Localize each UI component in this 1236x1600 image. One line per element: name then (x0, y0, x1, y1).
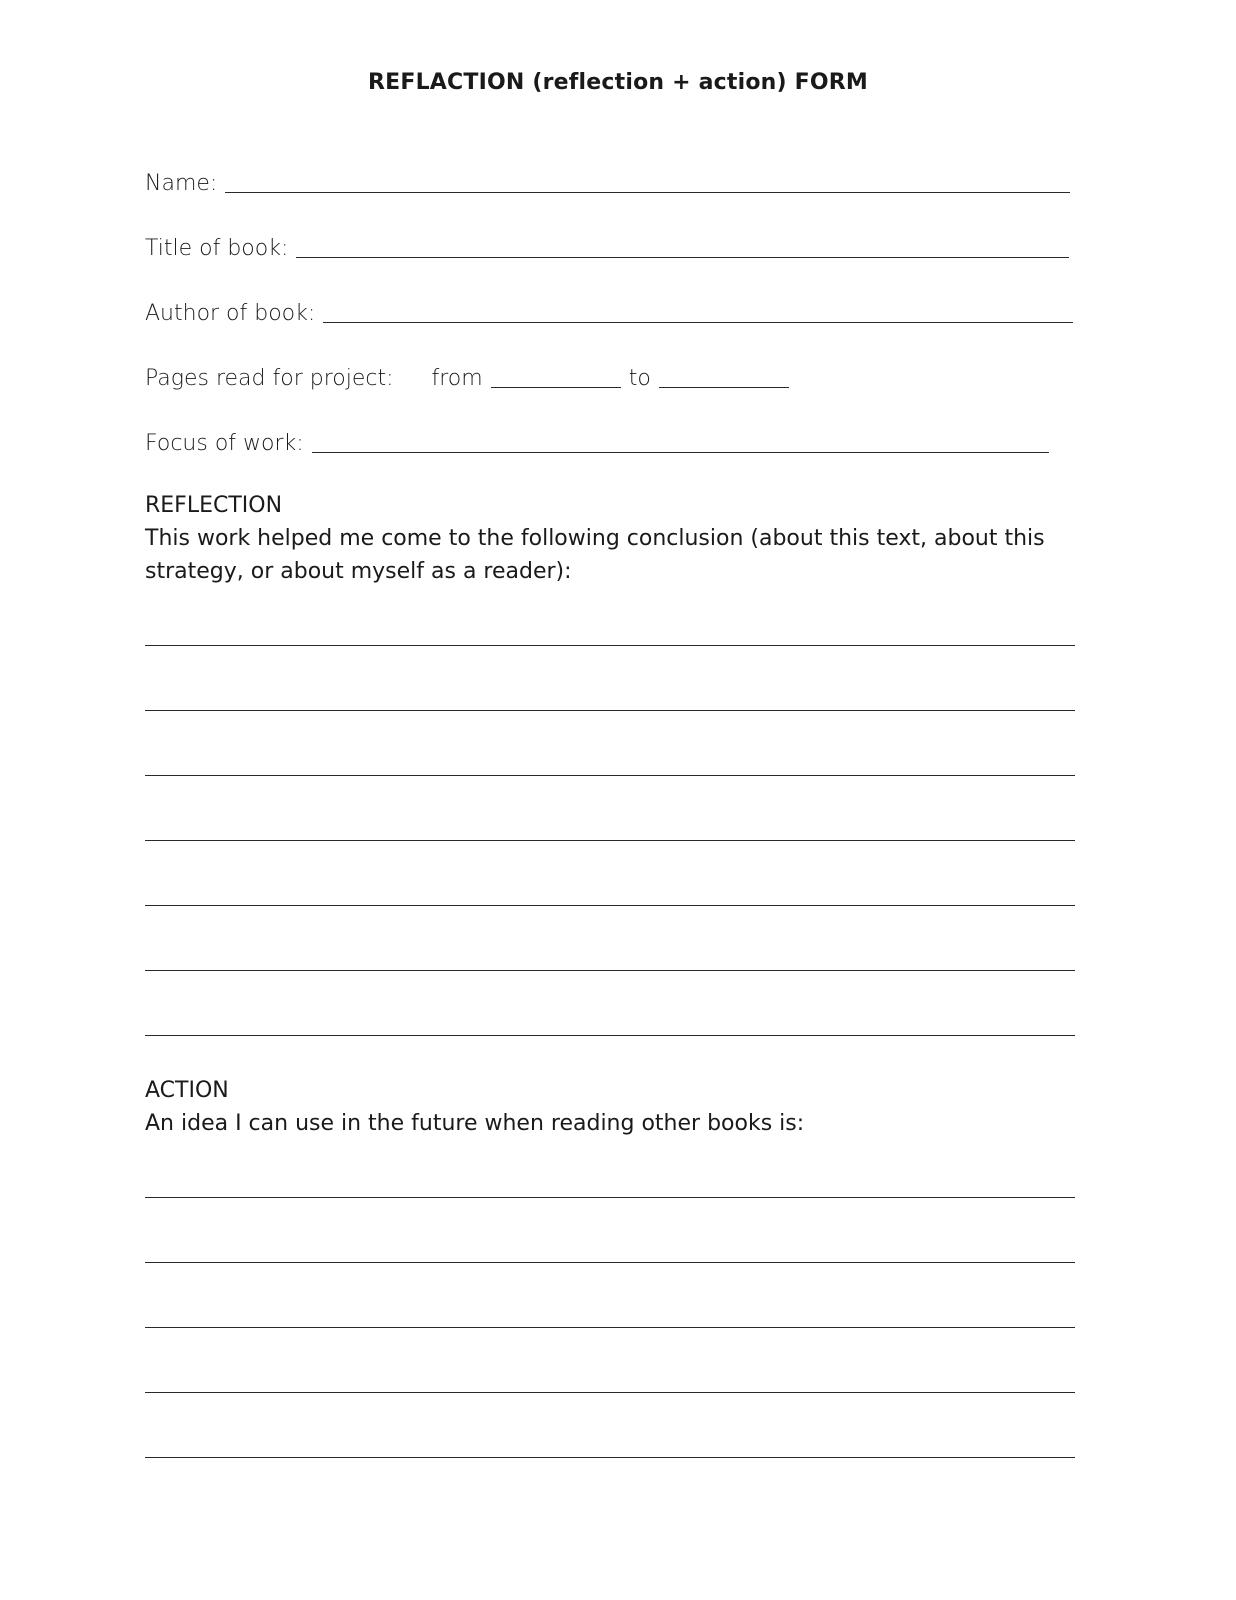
reflection-line-1[interactable] (145, 645, 1075, 646)
reflection-line-2[interactable] (145, 710, 1075, 711)
name-row (145, 165, 1070, 197)
action-line-1[interactable] (145, 1197, 1075, 1198)
reflection-line-3[interactable] (145, 775, 1075, 776)
reflection-prompt: This work helped me come to the following conclusion (about this text, about this strategy, or about myself as a reader): (145, 526, 1045, 584)
action-line-5[interactable] (145, 1457, 1075, 1458)
reflection-heading: REFLECTION (145, 493, 283, 518)
pages-label: Pages read for project: (145, 366, 394, 391)
pages-row (145, 360, 789, 392)
focus-input-line[interactable] (312, 452, 1049, 453)
action-prompt: An idea I can use in the future when reading other books is: (145, 1111, 805, 1136)
reflection-line-5[interactable] (145, 905, 1075, 906)
action-line-3[interactable] (145, 1327, 1075, 1328)
reflection-line-7[interactable] (145, 1035, 1075, 1036)
focus-label: Focus of work: (145, 431, 304, 456)
title-row (145, 230, 1069, 262)
action-line-2[interactable] (145, 1262, 1075, 1263)
action-line-4[interactable] (145, 1392, 1075, 1393)
form-title: REFLACTION (reflection + action) FORM (367, 70, 869, 95)
action-heading: ACTION (145, 1078, 229, 1103)
name-label: Name: (145, 171, 218, 196)
title-label: Title of book: (145, 236, 289, 261)
reflection-line-4[interactable] (145, 840, 1075, 841)
author-label: Author of book: (145, 301, 316, 326)
pages-to-input-line[interactable] (659, 387, 789, 388)
pages-from-label: from (431, 366, 483, 391)
pages-to-label: to (628, 366, 651, 391)
focus-row (145, 425, 1049, 457)
title-input-line[interactable] (296, 257, 1069, 258)
author-row (145, 295, 1073, 327)
pages-from-input-line[interactable] (491, 387, 621, 388)
author-input-line[interactable] (323, 322, 1073, 323)
reflection-line-6[interactable] (145, 970, 1075, 971)
name-input-line[interactable] (225, 192, 1070, 193)
